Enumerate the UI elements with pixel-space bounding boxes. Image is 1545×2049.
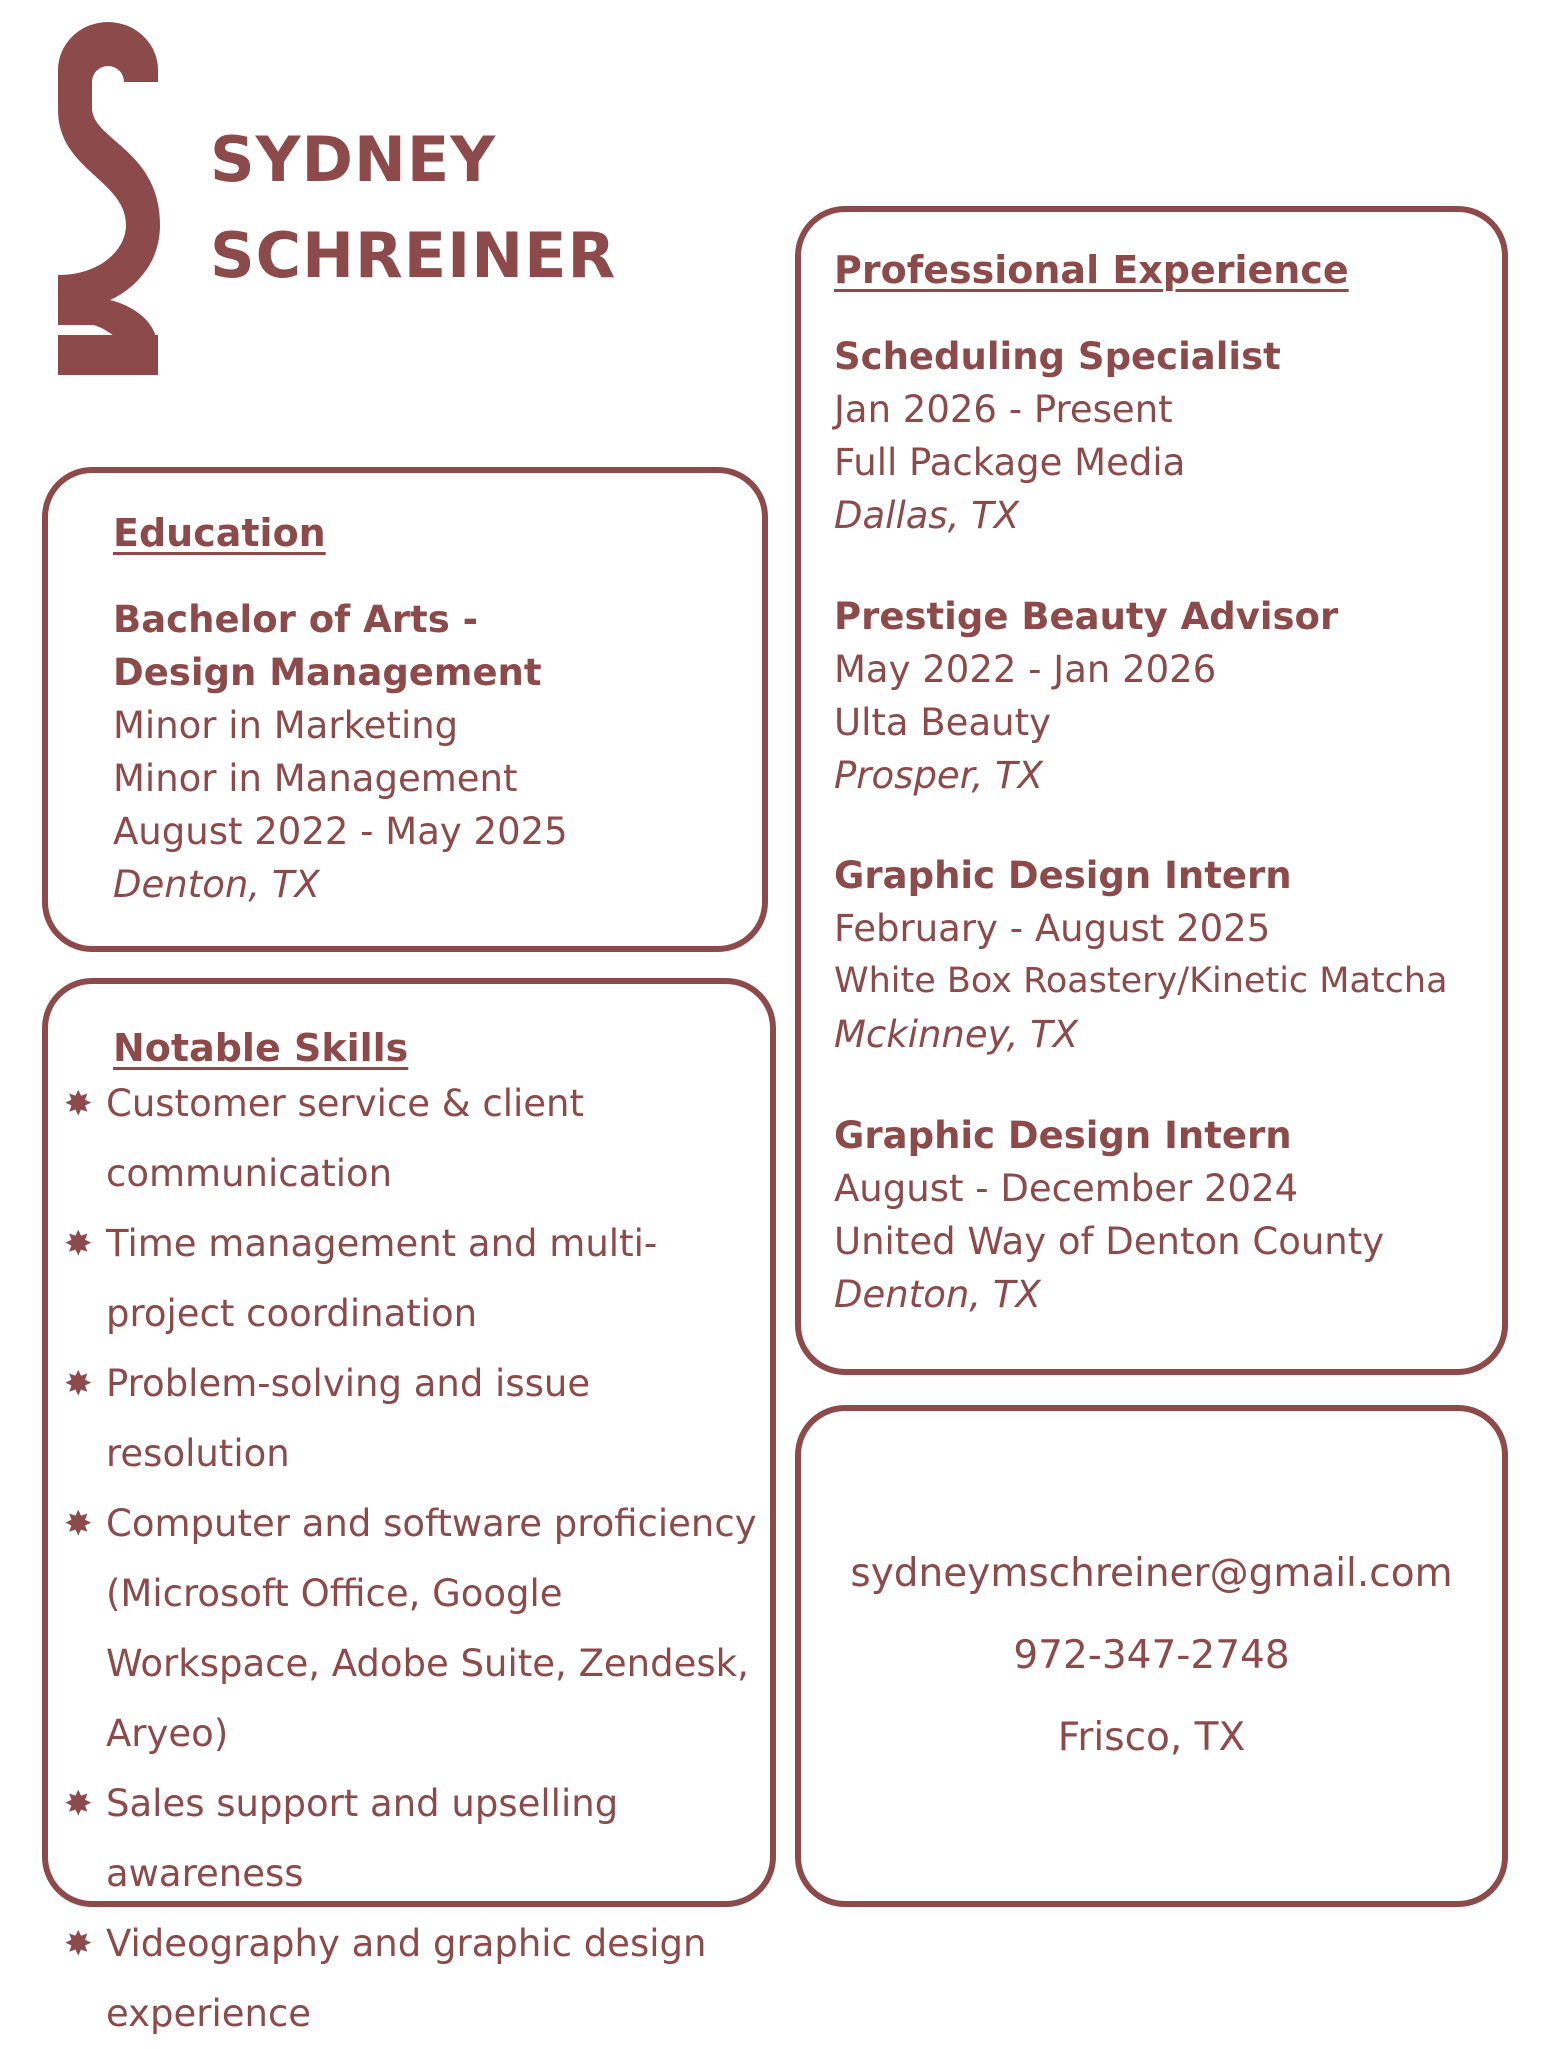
minor-1: Minor in Marketing bbox=[113, 704, 459, 747]
education-heading: Education bbox=[113, 511, 326, 555]
job-company: Full Package Media bbox=[834, 441, 1186, 484]
star-bullet-icon: ✸ bbox=[64, 1784, 93, 1824]
job-role: Graphic Design Intern bbox=[834, 854, 1292, 897]
education-dates: August 2022 - May 2025 bbox=[113, 810, 568, 853]
experience-heading: Professional Experience bbox=[834, 248, 1349, 292]
education-card bbox=[42, 467, 768, 952]
job-dates: August - December 2024 bbox=[834, 1167, 1299, 1210]
logo-monogram-icon bbox=[40, 20, 180, 390]
job-dates: May 2022 - Jan 2026 bbox=[834, 648, 1217, 691]
skills-heading: Notable Skills bbox=[113, 1026, 409, 1070]
job-dates: February - August 2025 bbox=[834, 907, 1271, 950]
job-location: Dallas, TX bbox=[834, 494, 1020, 537]
education-location: Denton, TX bbox=[113, 863, 320, 906]
star-bullet-icon: ✸ bbox=[64, 1224, 93, 1264]
experience-card bbox=[795, 206, 1508, 1375]
last-name: SCHREINER bbox=[210, 219, 617, 292]
star-bullet-icon: ✸ bbox=[64, 1364, 93, 1404]
star-bullet-icon: ✸ bbox=[64, 1084, 93, 1124]
minor-2: Minor in Management bbox=[113, 757, 518, 800]
name-block bbox=[210, 112, 616, 304]
list-item: ✸ Problem-solving and issue resolution bbox=[64, 1349, 784, 1489]
degree-line-2: Design Management bbox=[113, 651, 542, 694]
job-location: Prosper, TX bbox=[834, 754, 1043, 797]
job-dates: Jan 2026 - Present bbox=[834, 388, 1173, 431]
job-role: Graphic Design Intern bbox=[834, 1114, 1292, 1157]
skills-list bbox=[64, 1069, 784, 2049]
contact-phone[interactable]: 972-347-2748 bbox=[1013, 1633, 1290, 1678]
contact-location: Frisco, TX bbox=[1057, 1715, 1246, 1760]
skills-card bbox=[42, 978, 776, 2035]
job-company: Ulta Beauty bbox=[834, 701, 1051, 744]
job-role: Prestige Beauty Advisor bbox=[834, 595, 1339, 638]
list-item: ✸ Computer and software proficiency (Microsoft Office, Google Workspace, Adobe Suite, Zendesk, Aryeo) bbox=[64, 1489, 784, 1769]
job-company: United Way of Denton County bbox=[834, 1220, 1385, 1263]
first-name: SYDNEY bbox=[210, 123, 497, 196]
list-item: ✸ Customer service & client communication bbox=[64, 1069, 784, 1209]
star-bullet-icon: ✸ bbox=[64, 1504, 93, 1544]
contact-card bbox=[795, 1405, 1508, 1907]
degree-line-1: Bachelor of Arts - bbox=[113, 598, 478, 641]
job-company: White Box Roastery/Kinetic Matcha bbox=[834, 961, 1448, 1001]
list-item: ✸ Time management and multi-project coordination bbox=[64, 1209, 784, 1349]
star-bullet-icon: ✸ bbox=[64, 1924, 93, 1964]
list-item: ✸ Sales support and upselling awareness bbox=[64, 1769, 784, 1909]
job-role: Scheduling Specialist bbox=[834, 335, 1281, 378]
contact-email[interactable]: sydneymschreiner@gmail.com bbox=[850, 1551, 1453, 1596]
job-location: Denton, TX bbox=[834, 1273, 1041, 1316]
list-item: ✸ Videography and graphic design experience bbox=[64, 1909, 784, 2049]
job-location: Mckinney, TX bbox=[834, 1013, 1079, 1056]
